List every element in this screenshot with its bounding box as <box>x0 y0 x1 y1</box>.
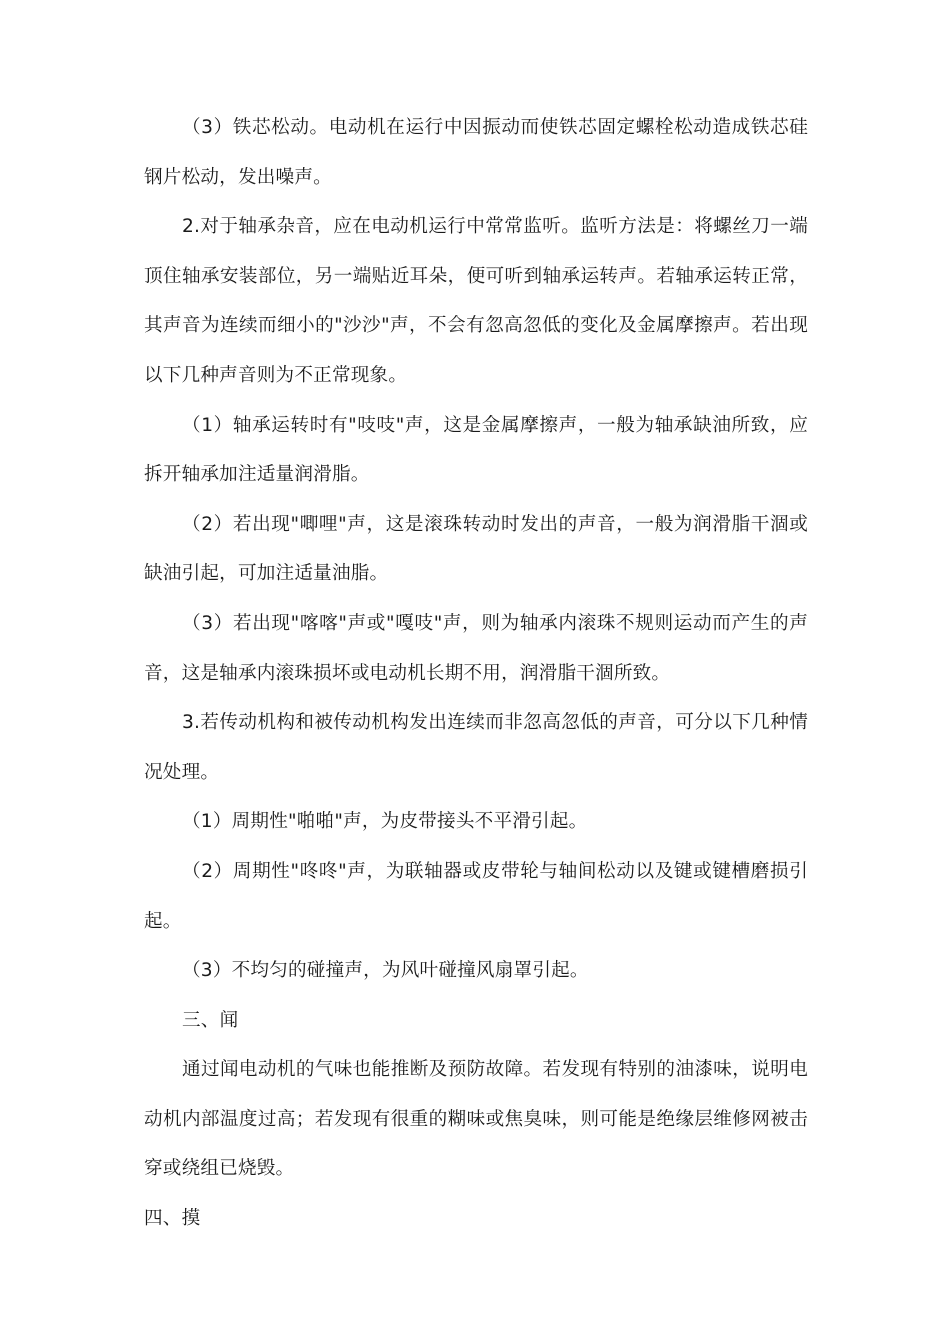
paragraph-fan-collision: （3）不均匀的碰撞声，为风叶碰撞风扇罩引起。 <box>182 960 589 982</box>
paragraph-bearing-jili: （2）若出现"唧哩"声，这是滚珠转动时发出的声音，一般为润滑脂干涸或缺油引起，可加注适量油脂。 <box>144 513 808 585</box>
section-heading-smell: 三、闻 <box>182 1009 239 1031</box>
paragraph-bearing-kaka: （3）若出现"喀喀"声或"嘎吱"声，则为轴承内滚珠不规则运动而产生的声音，这是轴承内滚珠损坏或电动机长期不用，润滑脂干涸所致。 <box>144 612 808 684</box>
section-heading-touch: 四、摸 <box>144 1208 201 1230</box>
paragraph-smell: 通过闻电动机的气味也能推断及预防故障。若发现有特别的油漆味，说明电动机内部温度过高；若发现有很重的糊味或焦臭味，则可能是绝缘层维修网被击穿或绕组已烧毁。 <box>144 1059 808 1180</box>
paragraph-coupling-loose: （2）周期性"咚咚"声，为联轴器或皮带轮与轴间松动以及键或键槽磨损引起。 <box>144 860 808 932</box>
document-body <box>144 103 808 1244</box>
paragraph-belt-joint: （1）周期性"啪啪"声，为皮带接头不平滑引起。 <box>182 811 588 833</box>
paragraph-core-loose: （3）铁芯松动。电动机在运行中因振动而使铁芯固定螺栓松动造成铁芯硅钢片松动，发出噪声。 <box>144 117 808 188</box>
paragraph-bearing-noise: 2.对于轴承杂音，应在电动机运行中常常监听。监听方法是：将螺丝刀一端顶住轴承安装部位，另一端贴近耳朵，便可听到轴承运转声。若轴承运转正常，其声音为连续而细小的"沙沙"声，不会有忽高忽低的变化及金属摩擦声。若出现以下几种声音则为不正常现象。 <box>144 216 808 386</box>
paragraph-transmission-noise: 3.若传动机构和被传动机构发出连续而非忽高忽低的声音，可分以下几种情况处理。 <box>144 712 808 783</box>
paragraph-bearing-squeak: （1）轴承运转时有"吱吱"声，这是金属摩擦声，一般为轴承缺油所致，应拆开轴承加注适量润滑脂。 <box>144 414 808 486</box>
